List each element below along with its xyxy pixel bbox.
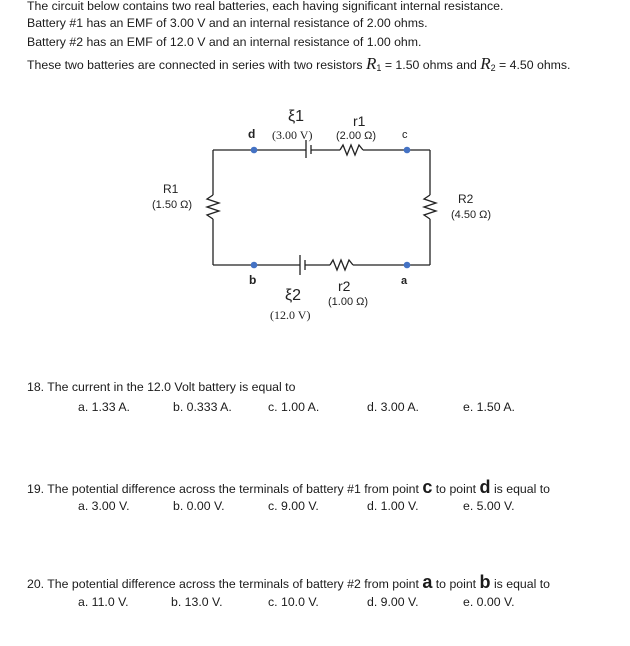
q20-option-a: a. 11.0 V. — [78, 595, 129, 609]
intro-line-3: Battery #2 has an EMF of 12.0 V and an internal resistance of 1.00 ohm. — [27, 35, 422, 49]
res1-label: (2.00 Ω) — [336, 130, 377, 142]
node-c-label: c — [402, 129, 408, 141]
intro-line-1: The circuit below contains two real batteries, each having significant internal resistance. — [27, 0, 504, 13]
node-d-dot — [251, 147, 258, 154]
R1-value-label: (1.50 Ω) — [152, 199, 193, 211]
q19-text-a: 19. The potential difference across the terminals of battery #1 from point — [27, 482, 419, 496]
emf1-label: (3.00 V) — [272, 128, 313, 142]
resistor-r2-bottom-zigzag — [330, 260, 353, 270]
q19-option-a: a. 3.00 V. — [78, 499, 130, 513]
xi2-label: ξ2 — [285, 287, 302, 304]
node-b-label: b — [249, 273, 257, 287]
q19-option-c: c. 9.00 V. — [268, 499, 319, 513]
R1-label: R1 — [163, 182, 179, 196]
q18-option-b: b. 0.333 A. — [173, 400, 232, 414]
r1-value-text: = 1.50 ohms and — [381, 58, 477, 72]
q20-option-b: b. 13.0 V. — [171, 595, 223, 609]
res2-label: (1.00 Ω) — [328, 296, 369, 308]
q20-point-a: a — [422, 572, 433, 592]
resistor-r1-zigzag — [340, 145, 363, 155]
question-18: 18. The current in the 12.0 Volt battery is equal to — [27, 380, 296, 394]
intro-line-2: Battery #1 has an EMF of 3.00 V and an internal resistance of 2.00 ohms. — [27, 16, 428, 30]
node-d-label: d — [248, 127, 256, 141]
intro-line-4-text: These two batteries are connected in series with two resistors — [27, 58, 363, 72]
q18-option-a: a. 1.33 A. — [78, 400, 130, 414]
r1-symbol: R — [366, 54, 377, 73]
node-b-dot — [251, 262, 258, 269]
q20-option-c: c. 10.0 V. — [268, 595, 319, 609]
emf2-label: (12.0 V) — [270, 308, 311, 322]
node-a-label: a — [401, 275, 408, 287]
q19-text-c: is equal to — [493, 482, 551, 496]
q20-option-d: d. 9.00 V. — [367, 595, 419, 609]
q20-option-e: e. 0.00 V. — [463, 595, 515, 609]
q19-text-b: to point — [435, 482, 477, 496]
q19-option-d: d. 1.00 V. — [367, 499, 419, 513]
q19-option-e: e. 5.00 V. — [463, 499, 515, 513]
R2-value-label: (4.50 Ω) — [451, 209, 492, 221]
question-19 — [27, 477, 550, 498]
q18-option-c: c. 1.00 A. — [268, 400, 320, 414]
resistor-r2-zigzag — [424, 195, 436, 219]
r1-label: r1 — [353, 113, 366, 129]
r2-value-text: = 4.50 ohms. — [495, 58, 571, 72]
q20-text-a: 20. The potential difference across the terminals of battery #2 from point — [27, 577, 419, 591]
question-20 — [27, 572, 550, 593]
q18-option-d: d. 3.00 A. — [367, 400, 419, 414]
r2-subscript: 2 — [490, 63, 496, 73]
r2-label: r2 — [338, 278, 351, 294]
q19-point-c: c — [422, 477, 433, 497]
node-c-dot — [404, 147, 411, 154]
q20-text-c: is equal to — [493, 577, 551, 591]
xi1-label: ξ1 — [288, 108, 305, 125]
q19-option-b: b. 0.00 V. — [173, 499, 225, 513]
q18-option-e: e. 1.50 A. — [463, 400, 515, 414]
q20-text-b: to point — [435, 577, 477, 591]
r2-symbol: R — [480, 54, 491, 73]
q20-point-b: b — [479, 572, 491, 592]
R2-label: R2 — [458, 192, 474, 206]
r1-subscript: 1 — [376, 63, 382, 73]
resistor-r1-left-zigzag — [207, 195, 219, 219]
q19-point-d: d — [479, 477, 491, 497]
node-a-dot — [404, 262, 411, 269]
